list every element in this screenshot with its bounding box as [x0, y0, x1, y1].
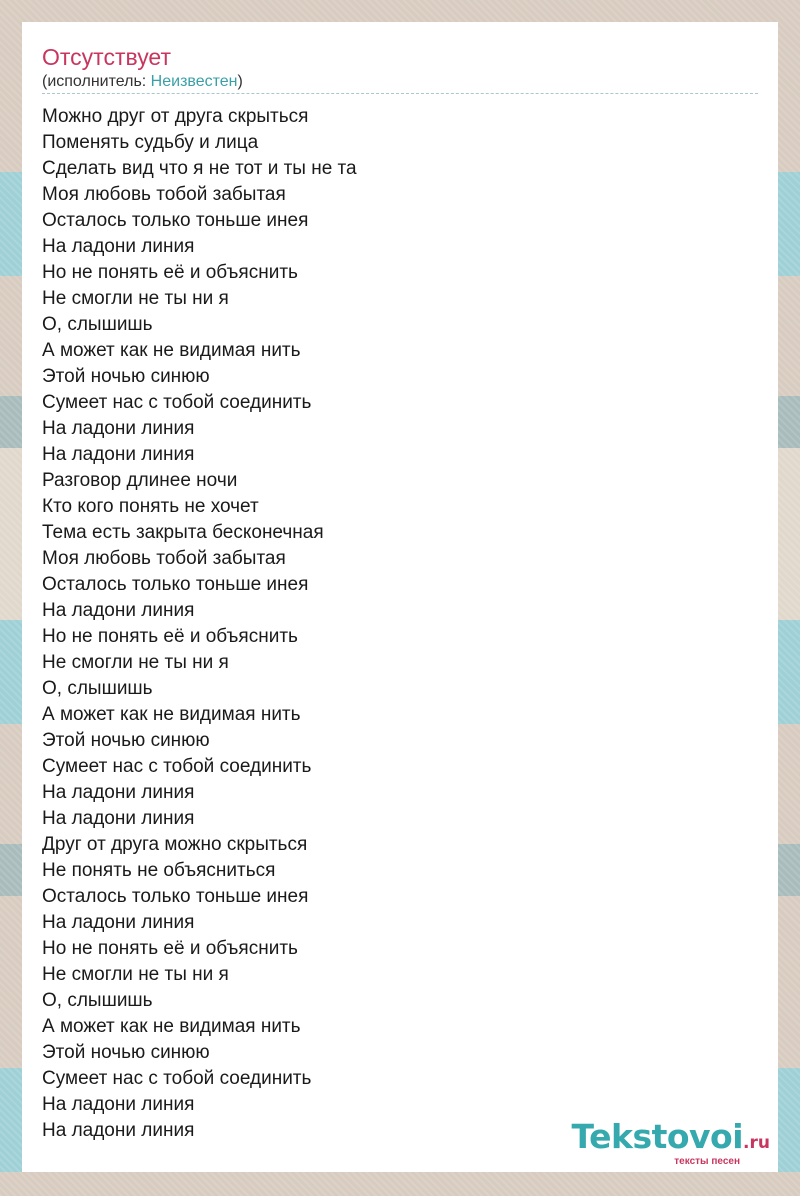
- lyric-line: Осталось только тоньше инея: [42, 210, 309, 231]
- lyric-line: На ладони линия: [42, 808, 195, 829]
- lyric-line: На ладони линия: [42, 418, 195, 439]
- lyric-line: А может как не видимая нить: [42, 340, 301, 361]
- lyric-line: А может как не видимая нить: [42, 1016, 301, 1037]
- lyric-line: На ладони линия: [42, 444, 195, 465]
- logo-name: Tekstovoi: [571, 1117, 744, 1156]
- site-logo[interactable]: [571, 1117, 771, 1168]
- lyric-line: Не смогли не ты ни я: [42, 288, 229, 309]
- lyric-line: Но не понять её и объяснить: [42, 938, 298, 959]
- song-title: Отсутствует: [42, 44, 171, 70]
- lyric-line: Поменять судьбу и лица: [42, 132, 259, 153]
- title-divider: [42, 93, 758, 94]
- logo-wordmark: [571, 1117, 771, 1160]
- lyric-line: Этой ночью синюю: [42, 1042, 210, 1063]
- lyric-line: Сумеет нас с тобой соединить: [42, 392, 312, 413]
- lyric-line: Сделать вид что я не тот и ты не та: [42, 158, 357, 179]
- logo-tagline: тексты песен: [674, 1156, 740, 1167]
- lyric-line: Не понять не объясниться: [42, 860, 276, 881]
- artist-line: [42, 72, 243, 92]
- artist-suffix: ): [237, 73, 243, 90]
- lyric-line: На ладони линия: [42, 912, 195, 933]
- lyric-line: На ладони линия: [42, 782, 195, 803]
- lyric-line: Сумеет нас с тобой соединить: [42, 756, 312, 777]
- lyric-line: Осталось только тоньше инея: [42, 886, 309, 907]
- lyric-line: На ладони линия: [42, 600, 195, 621]
- lyric-line: Не смогли не ты ни я: [42, 652, 229, 673]
- lyric-line: Но не понять её и объяснить: [42, 626, 298, 647]
- lyric-line: Моя любовь тобой забытая: [42, 184, 286, 205]
- lyric-line: На ладони линия: [42, 236, 195, 257]
- lyric-line: Этой ночью синюю: [42, 366, 210, 387]
- lyric-line: Не смогли не ты ни я: [42, 964, 229, 985]
- lyrics-card: [22, 22, 778, 1172]
- lyric-line: Можно друг от друга скрыться: [42, 106, 309, 127]
- lyric-line: Этой ночью синюю: [42, 730, 210, 751]
- lyric-line: О, слышишь: [42, 678, 153, 699]
- lyric-line: Но не понять её и объяснить: [42, 262, 298, 283]
- lyric-line: На ладони линия: [42, 1094, 195, 1115]
- lyric-line: Моя любовь тобой забытая: [42, 548, 286, 569]
- lyric-line: О, слышишь: [42, 314, 153, 335]
- lyric-line: Разговор длинее ночи: [42, 470, 238, 491]
- lyric-line: А может как не видимая нить: [42, 704, 301, 725]
- lyric-line: Осталось только тоньше инея: [42, 574, 309, 595]
- lyric-line: Тема есть закрыта бесконечная: [42, 522, 324, 543]
- lyric-line: О, слышишь: [42, 990, 153, 1011]
- lyric-line: Сумеет нас с тобой соединить: [42, 1068, 312, 1089]
- artist-link[interactable]: Неизвестен: [150, 73, 238, 90]
- artist-prefix: (исполнитель:: [42, 73, 151, 90]
- lyrics-list: [42, 104, 357, 1144]
- lyric-line: Друг от друга можно скрыться: [42, 834, 308, 855]
- lyric-line: На ладони линия: [42, 1120, 195, 1141]
- lyric-line: Кто кого понять не хочет: [42, 496, 259, 517]
- logo-domain: .ru: [743, 1133, 770, 1153]
